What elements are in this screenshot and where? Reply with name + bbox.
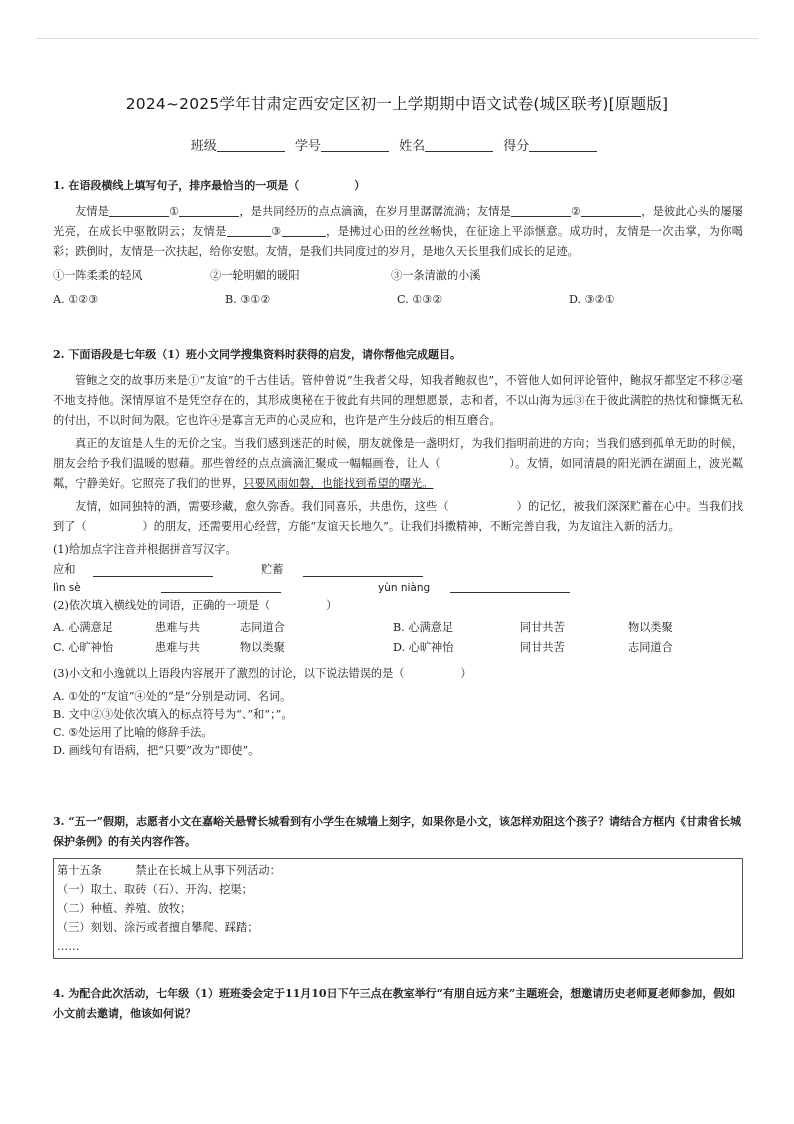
passage-text: 友情是 <box>75 205 109 218</box>
option-d-word: 同甘共苦 <box>520 641 565 654</box>
score-label: 得分 <box>503 139 530 154</box>
id-blank <box>321 139 389 152</box>
question-4 <box>53 984 743 1024</box>
sub-question-3: (3)小文和小逸就以上语段内容展开了激烈的讨论，以下说法错误的是（ ） <box>53 667 472 680</box>
question-4-stem: 4. 为配合此次活动，七年级（1）班班委会定于11月10日下午三点在教室举行“有朋自远方来”主题班会，想邀请历史老师夏老师参加，假如小文前去邀请，他该如何说？ <box>53 987 736 1020</box>
fill-blank <box>109 204 169 217</box>
id-label: 学号 <box>294 139 321 154</box>
sub-question-2-options-row-2 <box>53 638 743 658</box>
blank-marker: ③ <box>270 225 282 238</box>
header-rule <box>36 38 758 39</box>
question-2-paragraph-2 <box>53 434 743 494</box>
sub-question-1: (1)给加点字注音并根据拼音写汉字。 <box>53 543 237 556</box>
answer-blank <box>93 564 213 577</box>
passage-text: ，是彼此心头的屡屡光亮，在成长中驱散阴云；友情是 <box>53 205 743 238</box>
option-c-word: 物以类聚 <box>240 641 285 654</box>
option-a-word: 患难与共 <box>155 621 200 634</box>
option-c-word: C. 心旷神怡 <box>53 641 114 654</box>
fill-blank <box>227 224 271 237</box>
question-3-stem: 3. “五一”假期，志愿者小文在嘉峪关悬臂长城看到有小学生在城墙上刻字，如果你是小文，该怎样劝阻这个孩子？请结合方框内《甘肃省长城保护条例》的有关内容作答。 <box>53 815 741 848</box>
question-3 <box>53 812 743 959</box>
question-2 <box>53 345 743 760</box>
fill-blank <box>511 204 571 217</box>
sub-question-1-fields <box>53 560 743 596</box>
option-a: A. ①②③ <box>53 293 99 306</box>
answer-blank <box>303 564 423 577</box>
law-line: 第十五条 禁止在长城上从事下列活动： <box>57 864 281 877</box>
question-2-paragraph-1: 管鲍之交的故事历来是①“友谊”的千古佳话。管仲曾说“生我者父母，知我者鲍叔也”，不管他人如何评论管仲，鲍叔牙都坚定不移②毫不地支持他。深情厚谊不是凭空存在的，其形成奥秘在于彼此有共同的理想愿景，志和者，不以山海为远③在于彼此满腔的热忱和慷慨无私的付出，不以时间为限。它也许④是寡言无声的心灵应和，也许是产生分歧后的相互磨合。 <box>53 374 743 427</box>
law-line: （二）种植、养殖、放牧； <box>57 902 192 915</box>
word-item: 应和 <box>53 563 76 576</box>
question-1-options <box>53 290 743 310</box>
sub-question-3-options <box>53 688 743 760</box>
law-line: （一）取土、取砖（石）、开沟、挖渠； <box>57 883 253 896</box>
question-2-stem: 2. 下面语段是七年级（1）班小文同学搜集资料时获得的启发，请你帮他完成题目。 <box>53 348 461 361</box>
sub-question-2: (2)依次填入横线处的词语，正确的一项是（ ） <box>53 599 338 612</box>
option-d-word: 志同道合 <box>628 641 673 654</box>
passage-text: ，是共同经历的点点滴滴，在岁月里潺潺流淌；友情是 <box>239 205 511 218</box>
choice-item: ③一条清澈的小溪 <box>391 269 481 282</box>
question-2-paragraph-3: 友情，如同独特的酒，需要珍藏，愈久弥香。我们同喜乐，共患伤，这些（ ）的记忆，被我们深深贮蓄在心中。当我们找到了（ ）的朋友，还需要用心经营，方能“友谊天长地久”。让我们抖擞精神，不断完善自我，为友谊注入新的活力。 <box>53 500 743 533</box>
option-d-word: D. 心旷神怡 <box>393 641 454 654</box>
law-excerpt-box <box>53 858 743 959</box>
fill-blank <box>282 224 326 237</box>
option-b-word: B. 心满意足 <box>393 621 454 634</box>
option-a-word: A. 心满意足 <box>53 621 113 634</box>
name-label: 姓名 <box>399 139 426 154</box>
option-c: C. ①③② <box>397 293 443 306</box>
option-d: D. 画线句有语病，把“只要”改为“即使”。 <box>53 744 260 757</box>
underlined-sentence: 只要风雨如磐，也能找到希望的曙光。 <box>243 477 434 490</box>
sub-question-2-options-row-1 <box>53 618 743 638</box>
option-b: B. ③①② <box>225 293 271 306</box>
pinyin-item: lìn sè <box>53 582 81 594</box>
blank-marker: ② <box>570 205 582 218</box>
fill-blank <box>179 204 239 217</box>
class-blank <box>217 139 285 152</box>
law-line: （三）刻划、涂污或者擅自攀爬、踩踏； <box>57 921 259 934</box>
option-b-word: 同甘共苦 <box>520 621 565 634</box>
page-title: 2024~2025学年甘肃定西安定区初一上学期期中语文试卷(城区联考)[原题版] <box>125 95 669 113</box>
passage-text: 真正的友谊是人生的无价之宝。当我们感到迷茫的时候，朋友就像是一盏明灯，为我们指明前进的方向；当我们感到孤单无助的时候，朋友会给予我们温暖的慰藉。那些曾经的点点滴滴汇聚成一幅幅画卷，让人（ ）。友情，如同清晨的阳光洒在湖面上，波光粼粼，宁静美好。它照亮了我们的世界， <box>53 437 743 490</box>
question-1-stem: 1. 在语段横线上填写句子，排序最恰当的一项是（ ） <box>53 179 366 192</box>
question-1 <box>53 176 743 310</box>
class-label: 班级 <box>190 139 217 154</box>
choice-item: ②一轮明媚的暖阳 <box>210 269 300 282</box>
choice-item: ①一阵柔柔的轻风 <box>53 269 143 282</box>
option-a: A. ①处的“友谊”④处的“是”分别是动词、名词。 <box>53 690 292 703</box>
pinyin-item: yùn niàng <box>378 582 431 594</box>
law-line: …… <box>57 940 80 953</box>
passage-text: ，是拂过心田的丝丝畅快，在征途上平添惬意。成功时，友情是一次击掌，为你喝彩；跌倒时，友情是一次扶起，给你安慰。友情，是我们共同度过的岁月，是地久天长里我们成长的足迹。 <box>53 225 743 258</box>
option-d: D. ③②① <box>569 293 615 306</box>
option-c: C. ⑤处运用了比喻的修辞手法。 <box>53 726 213 739</box>
option-c-word: 患难与共 <box>155 641 200 654</box>
word-item: 贮蓄 <box>261 563 284 576</box>
student-info-line <box>0 135 794 154</box>
answer-blank <box>161 580 281 593</box>
blank-marker: ① <box>168 205 180 218</box>
name-blank <box>425 139 493 152</box>
option-b: B. 文中②③处依次填入的标点符号为“、”和“；”。 <box>53 708 293 721</box>
option-a-word: 志同道合 <box>240 621 285 634</box>
answer-blank <box>450 580 570 593</box>
fill-blank <box>581 204 641 217</box>
question-1-passage <box>53 202 743 262</box>
question-1-choices <box>53 266 743 286</box>
score-blank <box>529 139 597 152</box>
option-b-word: 物以类聚 <box>628 621 673 634</box>
